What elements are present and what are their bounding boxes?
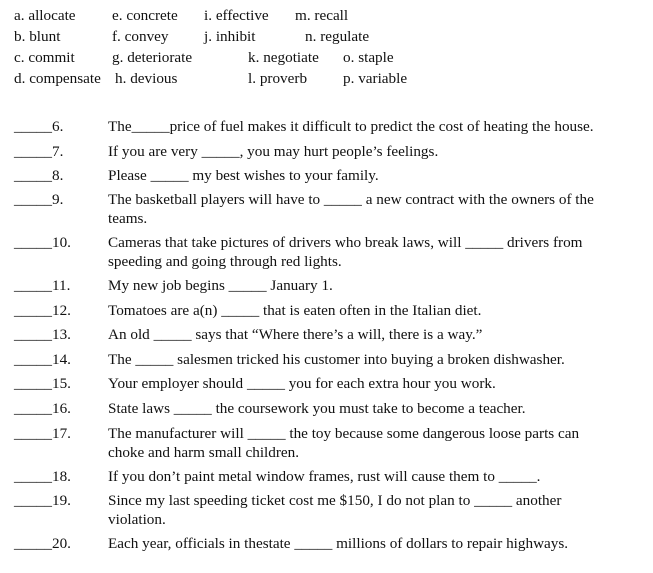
question-text: An old _____ says that “Where there’s a will, there is a way.”	[108, 326, 483, 343]
answer-blank[interactable]: _____7.	[14, 143, 64, 160]
question-text: If you are very _____, you may hurt people’s feelings.	[108, 143, 439, 160]
question-text: The _____ salesmen tricked his customer into buying a broken dishwasher.	[108, 351, 565, 368]
word-bank-option-o: o. staple	[343, 49, 394, 66]
answer-blank[interactable]: _____17.	[14, 425, 71, 442]
word-bank-option-l: l. proverb	[248, 70, 308, 87]
word-bank-option-h: h. devious	[115, 70, 178, 87]
answer-blank[interactable]: _____11.	[14, 277, 71, 294]
word-bank-option-c: c. commit	[14, 49, 75, 66]
word-bank-option-j: j. inhibit	[204, 28, 256, 45]
question-text: The manufacturer will _____ the toy because some dangerous loose parts can choke and harm small children.	[108, 425, 580, 461]
word-bank	[14, 6, 644, 90]
word-bank-option-i: i. effective	[204, 7, 269, 24]
answer-blank[interactable]: _____10.	[14, 234, 71, 251]
answer-blank[interactable]: _____15.	[14, 375, 71, 392]
question-text: Please _____ my best wishes to your family.	[108, 167, 379, 184]
word-bank-option-p: p. variable	[343, 70, 408, 87]
word-bank-option-b: b. blunt	[14, 28, 61, 45]
question-text: Cameras that take pictures of drivers who break laws, will _____ drivers from speeding and going through red lights.	[108, 234, 583, 270]
answer-blank[interactable]: _____20.	[14, 535, 71, 552]
answer-blank[interactable]: _____18.	[14, 468, 71, 485]
question-text: If you don’t paint metal window frames, rust will cause them to _____.	[108, 468, 541, 485]
word-bank-option-f: f. convey	[112, 28, 169, 45]
answer-blank[interactable]: _____6.	[14, 118, 64, 135]
word-bank-option-n: n. regulate	[305, 28, 370, 45]
answer-blank[interactable]: _____14.	[14, 351, 71, 368]
answer-blank[interactable]: _____13.	[14, 326, 71, 343]
question-text: Each year, officials in thestate _____ millions of dollars to repair highways.	[108, 535, 569, 552]
word-bank-option-e: e. concrete	[112, 7, 178, 24]
question-text: Since my last speeding ticket cost me $150, I do not plan to _____ another violation.	[108, 492, 562, 528]
answer-blank[interactable]: _____8.	[14, 167, 64, 184]
answer-blank[interactable]: _____9.	[14, 191, 64, 208]
answer-blank[interactable]: _____16.	[14, 400, 71, 417]
question-text: My new job begins _____ January 1.	[108, 277, 333, 294]
question-text: Your employer should _____ you for each extra hour you work.	[108, 375, 496, 392]
word-bank-option-a: a. allocate	[14, 7, 76, 24]
word-bank-option-d: d. compensate	[14, 70, 101, 87]
question-text: Tomatoes are a(n) _____ that is eaten often in the Italian diet.	[108, 302, 482, 319]
answer-blank[interactable]: _____19.	[14, 492, 71, 509]
question-text: State laws _____ the coursework you must take to become a teacher.	[108, 400, 526, 417]
word-bank-option-m: m. recall	[295, 7, 349, 24]
word-bank-option-g: g. deteriorate	[112, 49, 193, 66]
word-bank-option-k: k. negotiate	[248, 49, 319, 66]
question-text: The basketball players will have to _____ a new contract with the owners of the teams.	[108, 191, 594, 227]
question-text: The_____price of fuel makes it difficult to predict the cost of heating the house.	[108, 118, 594, 135]
answer-blank[interactable]: _____12.	[14, 302, 71, 319]
